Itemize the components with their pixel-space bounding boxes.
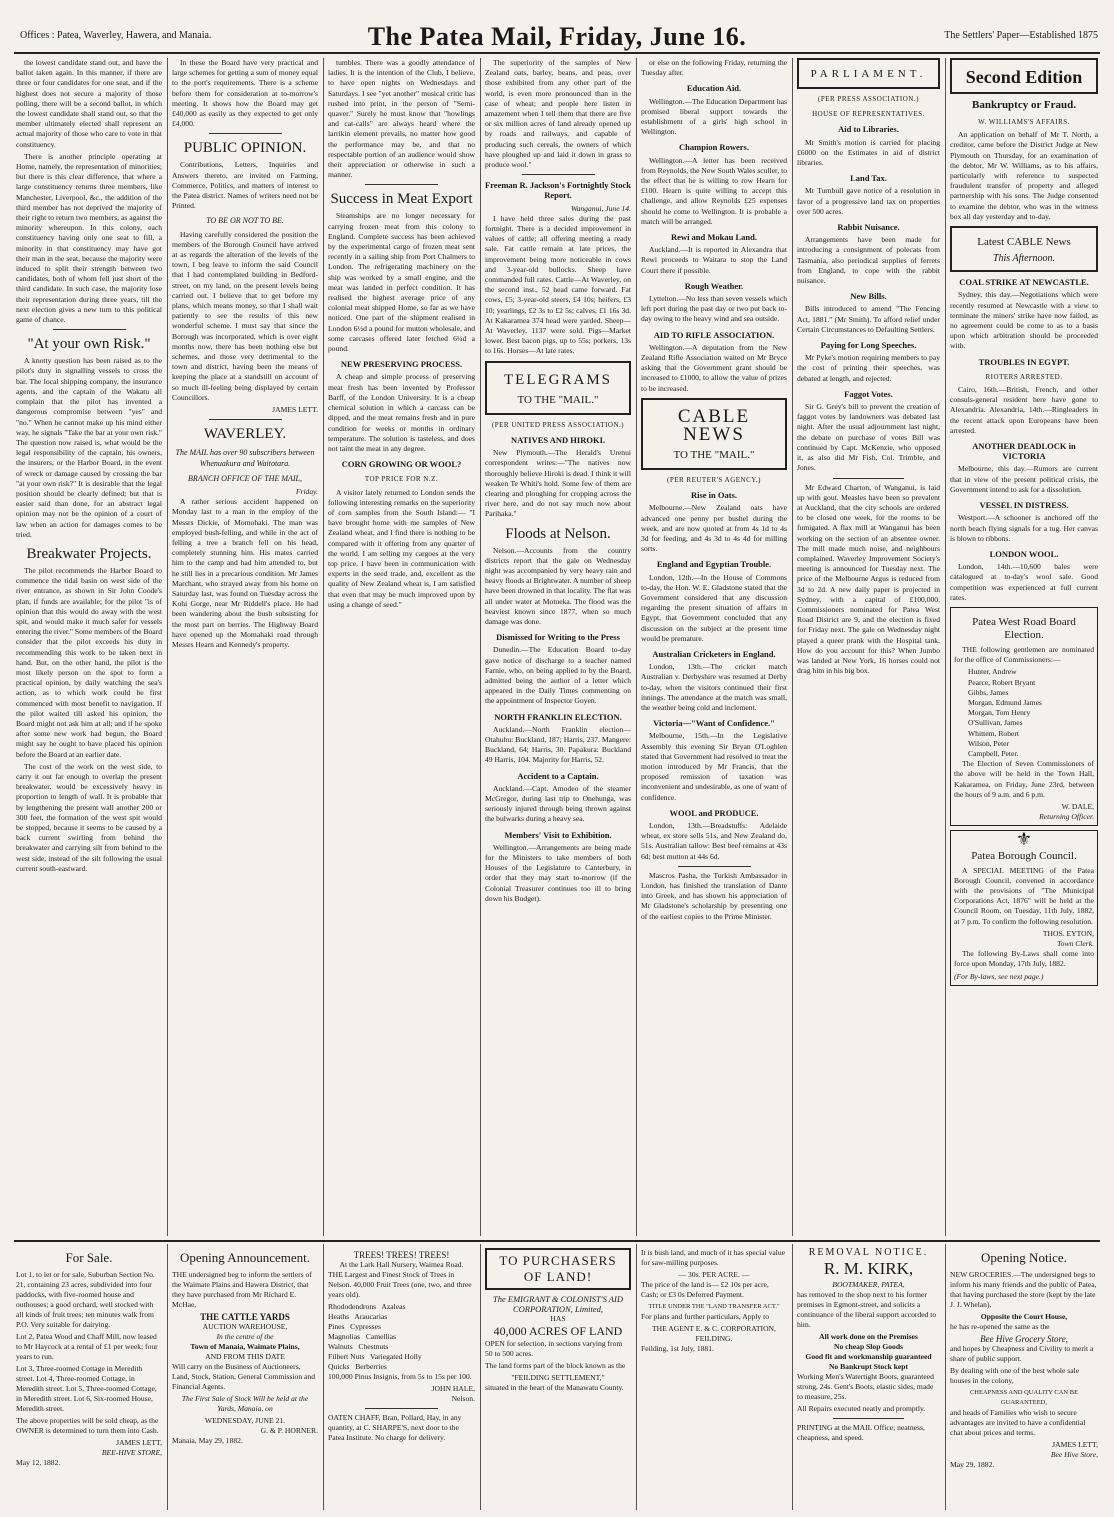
second-edition-box <box>950 58 1098 94</box>
signature: W. DALE, <box>1061 801 1094 811</box>
headline: PARLIAMENT. <box>810 68 927 80</box>
signature: THOS. EYTON, <box>1042 928 1094 938</box>
ad-title: TO PURCHASERS <box>499 1253 617 1268</box>
headline: Rewi and Mokau Land. <box>671 232 757 243</box>
article-text: Wellington.—Arrangements are being made for the Ministers to take members of both Houses of the Legislature to Canterbury, in order that they may start to-morrow (if the Colonial Treasurer continues too ill to bring down his Budget). <box>485 842 631 903</box>
ad-text: Lot 1, to let or for sale, Suburban Section No. 21, containing 23 acres, subdivided into four paddocks, with five-roomed house and outhouses; a good orchard, well stocked with all kinds of fruit trees; ten minutes walk from P.O. Very suitable for dairying. <box>16 1270 155 1329</box>
ad-title: REMOVAL NOTICE. <box>808 1248 929 1258</box>
nominee-name: Gibbs, James <box>968 687 1009 697</box>
article-text: Sydney, this day.—Negotiations which were recently resumed at Newcastle with a view to terminate the miners' strike have now failed, as no agreement could be come to as to a basis upon which arbitration should be proceeded with. <box>950 290 1098 351</box>
column-3 <box>328 58 475 1238</box>
ad-text: HAS <box>550 1314 566 1323</box>
separator <box>365 1408 439 1409</box>
tree-list <box>328 1302 475 1372</box>
ad-text: has removed to the shop next to his former premises in Egmont-street, and solicits a continuance of the liberal support accorded to him. <box>797 1290 937 1329</box>
headline: Breakwater Projects. <box>26 545 152 562</box>
article-text: Lyttelton.—No less than seven vessels which left port during the past day or two put back to-day owing to the heavy wind and sea outside. <box>641 294 787 324</box>
article-text: London, 13th.—Breadstuffs: Adelaide wheat, ex store sells 51s, and New Zealand do, 51s. Australian tallow: Best beef remains at 43s 6d; best mutton at 44s 6d. <box>641 820 787 861</box>
subhead: This Afternoon. <box>992 253 1056 265</box>
ad-opening-announcement <box>172 1248 318 1510</box>
article-text: Westport.—A schooner is anchored off the north beach flying signals for a tug. Her canvas is blown to ribbons. <box>950 513 1098 543</box>
headline: PUBLIC OPINION. <box>183 140 307 157</box>
ad-heading: CHEAPNESS AND QUALITY CAN BE GUARANTEED, <box>969 1389 1079 1406</box>
ad-text: The above properties will be sold cheap, as the OWNER is determined to turn them into Cash. <box>16 1416 159 1435</box>
subhead: (PER PRESS ASSOCIATION.) <box>818 95 919 103</box>
article-text: Melbourne, this day.—Rumors are current that in view of the present political crisis, the Government intend to ask for a dissolution. <box>950 464 1098 494</box>
separator <box>522 174 595 175</box>
ad-price: — 30s. PER ACRE. — <box>678 1270 750 1279</box>
ad-text: THE undersigned beg to inform the settlers of the Waimate Plains and Hawera District, that they have purchased from Mr Richard E. McHae, <box>172 1270 312 1309</box>
borough-notice <box>950 830 1098 985</box>
article-text: Mascros Pasha, the Turkish Ambassador in London, has finished the translation of Dante into Greek, and has shown his appreciation of Mr Gladstone's scholarship by presenting one of the earliest copies to the Prime Minister. <box>641 870 787 921</box>
nominee-name: Wilson, Peter <box>968 738 1010 748</box>
article-text: Auckland.—Capt. Amodeo of the steamer McGregor, during last trip to Onehunga, was seriously injured through being thrown against the bulwarks during a heavy sea. <box>485 783 631 824</box>
separator <box>365 184 439 185</box>
column-5 <box>641 58 787 1238</box>
nominee-name: Pearce, Robert Bryant <box>968 677 1036 687</box>
article-text: Mr Smith's motion is carried for placing £6000 on the Estimates in aid of district libraries. <box>797 137 940 168</box>
ad-title: TREES! TREES! TREES! <box>353 1250 450 1260</box>
tagline: The Settlers' Paper—Established 1875 <box>944 30 1098 41</box>
article-text: The pilot recommends the Harbor Board to commence the tidal basin on west side of the river entrance, as shown in Sir John Coode's plan, if funds are available; for the pilot "is of opinion that this would do away with the west spit, and would make it much safer for vessels entering the river." Some members of the Board consider that the pilot exceeds his duty in recommending this work to be taken next in hand. But, on the other hand, the pilot is the most likely person on the spot to form a practical opinion, by daily watching the sea's action, as to which work could be first commenced with most benefit to navigation. If the pilot waited till asked his opinion, the Board might not ask him at all; and if he spoke after some new work had begun, the Board might say he ought to have placed his opinion before the Board at an earlier date. <box>16 565 162 759</box>
column-4 <box>485 58 631 1238</box>
subhead: TOP PRICE FOR N.Z. <box>364 475 439 484</box>
headline: England and Egyptian Trouble. <box>656 559 772 570</box>
column-divider <box>323 1244 324 1510</box>
subhead: TO THE "MAIL." <box>517 393 599 406</box>
article-text: London, 13th.—The cricket match Australian v. Derbyshire was resumed at Derby to-day, when the visitors continued their first innings. The attendance at the match was small, the weather being cold and inclement. <box>641 662 787 712</box>
land-title-box <box>485 1248 631 1290</box>
ad-text: OPEN for selection, in sections varying from 50 to 500 acres. <box>485 1339 623 1358</box>
article-text: The superiority of the samples of New Zealand oats, barley, beans, and peas, over those exhibited from any other part of the world, is even more pronounced than in the case of wheat; and people here listen in amazement when I tell them that there are five or six million acres of land already opened up by roads and railways, and capable of producing such cereals, the owners of which have ploughed up and laid it down in grass to produce wool." <box>485 58 631 170</box>
headline: Aid to Libraries. <box>838 124 899 135</box>
ad-heading: Opposite the Court House, <box>980 1312 1068 1321</box>
headline: WAVERLEY. <box>203 426 287 443</box>
article-text: Steamships are no longer necessary for carrying frozen meat from this colony to England. Complete success has been achieved by the experimental cargo of frozen meat sent recently in a sailing ship from Port Chalmers to London. The refrigerating machinery on the ship was worked by a small engine, and the meat was landed in perfect condition. It has realised the highest average price of any colonial meat shipped Home, so far as we have noticed. One part of the shipment realised in London 6½d a pound for mutton wholesale, and some carcases offered later fetched 6¼d a pound. <box>328 211 475 354</box>
subhead: The MAIL has over 90 subscribers between Whenuakura and Waitotara. <box>175 448 315 468</box>
ad-text: Lot 3, Three-roomed Cottage in Meredith street. Lot 4, Three-roomed Cottage, in Meredith street. Lot 5, Three-roomed Cottage, in Meredith street. Lot 6, Six-roomed House, Meredith street. <box>16 1364 157 1413</box>
offices-line: Offices : Patea, Waverley, Hawera, and Manaia. <box>20 30 212 41</box>
article-text: Wellington.—A deputation from the New Zealand Rifle Association waited on Mr Bryce asking that the Government grant should be increased to £1000, to allow the value of prizes to be increased. <box>641 342 787 393</box>
separator <box>209 133 282 134</box>
article-text: A rather serious accident happened on Monday last to a man in the employ of the Messrs Dickie, of Momohaki. The man was employed bush-felling, and while in the act of felling a tree a branch fell on his head, completely stunning him. His mates carried him to the camp and had him attended to, but he still lies in a precarious condition. Mr James Marchant, who strayed away from his home on Saturday last, was found on Tuesday across the Kohi Gorge, near Mr Riddell's place. He had been wandering about the bush subsisting for the most part on berries. The Highway Board have opened up the Momahaki road through Messrs Hearn and Kennedy's property. <box>172 497 318 649</box>
separator <box>678 866 751 867</box>
ad-text: The land forms part of the block known as the <box>485 1361 626 1370</box>
article-text: London, 12th.—In the House of Commons to-day, the Hon. W. E. Gladstone stated that the Government considered that any discussion regarding the present situation of affairs in Egypt, that Government concluded that any discussion on the subject at the present time would be premature. <box>641 572 787 643</box>
subhead: (PER REUTER'S AGENCY.) <box>666 475 761 484</box>
ad-date: May 12, 1882. <box>16 1458 61 1467</box>
nominee-name: Whittem, Robert <box>968 728 1020 738</box>
headline: Patea West Road Board Election. <box>972 615 1076 641</box>
headline: Land Tax. <box>850 173 887 184</box>
tree-list-item: Filbert Nuts Variegated Holly <box>328 1352 422 1361</box>
headline: Latest CABLE News <box>977 236 1071 249</box>
ad-text: It is bush land, and much of it has special value for saw-milling purposes. <box>641 1248 786 1267</box>
ad-heading: AUCTION WAREHOUSE, <box>202 1322 288 1331</box>
article-text: A knotty question has been raised as to the pilot's duty in signalling vessels to cross the bar. The local shipping company, the insurance agents, and the captain of the Wakatu all complain that the pilot has invented a dangerous compromise between "yes" and "no." When he cannot make up his mind either way, he signals "Take the bar at your own risk." The question now raised is, what would be the legal responsibility of the captain, his owners, the insurers, or the Harbor Board, in the event of wreck or damage caused by crossing the bar "at your own risk?" It is desirable that the legal position should be clearly defined; but that is easier said than done, for an abstract legal opinion may not be the opinion of a court of law when an action for damages comes to be tried. <box>16 356 162 539</box>
ad-text: NEW GROCERIES.—The undersigned begs to inform his many friends and the public of Patea, that having purchased the store (kept by the late J. J. Whelan), <box>950 1270 1097 1309</box>
nominee-name: Hunter, Andrew <box>968 667 1017 677</box>
ad-text: For plans and further particulars, Apply to <box>641 1312 770 1321</box>
headline: New Bills. <box>850 291 887 302</box>
signature: JAMES LETT, <box>1052 1440 1098 1449</box>
article-text: The cost of the work on the west side, to carry it out far enough to overlap the present breakwater, would be excessively heavy in proportion to length of wall. It is probable that by lengthening the present wall another 200 or 300 feet, the formation of the west spit would be stopped, because it seems to be caused by a back current swirling from behind the breakwater and carrying silt from behind to the west side, instead of the silt following the usual current south-eastward. <box>16 761 162 873</box>
nominee-list <box>954 667 1094 759</box>
article-text: the lowest candidate stand out, and have the ballot taken again. In this manner, if there are three or four candidates for one seat, and if the highest does not secure a majority of those polling, there will be a second ballot, in which the lowest candidate shall stand out, so that the member ultimately elected shall represent an actual majority of those who care to vote in that constituency. <box>16 58 162 149</box>
notice-text: The Election of Seven Commissioners of the above will be held in the Town Hall, Kakaramea, on Friday, June 23rd, between the hours of 9 a.m. and 6 p.m. <box>954 759 1094 799</box>
tree-list-item: Heaths Araucarias <box>328 1312 388 1321</box>
ad-heading: 40,000 ACRES OF LAND <box>493 1324 623 1338</box>
article-text: Cairo, 16th.—British, French, and other consuls-general resident here have gone to Alexandria. Alexandria, 14th.—Ringleaders in the recent attack upon Europeans have been arrested. <box>950 385 1098 435</box>
subhead: TO THE "MAIL." <box>673 448 755 461</box>
cable-news-box <box>641 398 787 470</box>
column-divider <box>167 58 168 1236</box>
nominee-name: O'Sullivan, James <box>968 718 1023 728</box>
headline: TELEGRAMS <box>504 371 612 388</box>
headline: Faggot Votes. <box>844 388 893 399</box>
ad-name: R. M. KIRK, <box>823 1259 914 1278</box>
subhead: HOUSE OF REPRESENTATIVES. <box>812 110 925 119</box>
article-text: Arrangements have been made for introducing a consignment of polecats from Tasmania, also periodical supplies of ferrets from England, to cope with the rabbit nuisance. <box>797 235 940 286</box>
ad-date: May 29, 1882. <box>950 1460 995 1469</box>
column-6 <box>797 58 940 1238</box>
ad-text: In the centre of the <box>216 1332 274 1341</box>
ad-removal-notice <box>797 1248 940 1510</box>
headline: Paying for Long Speeches. <box>820 340 917 351</box>
ad-text: The price of the land is— £2 10s per acre, Cash; or £3 0s Deferred Payment. <box>641 1280 769 1299</box>
separator <box>53 329 126 330</box>
signature-title: Nelson. <box>451 1394 475 1403</box>
masthead-title: The Patea Mail, Friday, June 16. <box>367 22 747 51</box>
separator <box>209 419 282 420</box>
parliament-box <box>797 58 940 89</box>
article-text: Melbourne, 15th.—In the Legislative Assembly this evening Sir Bryan O'Loghlen stated that Government had resolved to treat the motion introduced by Mr Francis, that the proposed remission of taxation was inconvenient and undesirable, as one of want of confidence. <box>641 731 787 802</box>
notice-text: A SPECIAL MEETING of the Patea Borough Council, convened in accordance with the provisions of "The Municipal Corporations Act, 1876" will be held at the Council Room, on Tuesday, 11th July, 1882, at 7 p.m. To confirm the following resolution. <box>954 865 1094 926</box>
signature-title: BEE-HIVE STORE, <box>101 1448 162 1457</box>
headline: NORTH FRANKLIN ELECTION. <box>494 711 622 722</box>
headline: Floods at Nelson. <box>505 525 611 542</box>
ad-subtitle: BOOTMAKER, PATEA, <box>832 1280 905 1289</box>
ad-heading: Town of Manaia, Waimate Plains, <box>190 1342 300 1351</box>
ad-opening-notice <box>950 1248 1098 1510</box>
header-rule <box>14 52 1100 54</box>
dateline: Friday. <box>295 486 318 496</box>
headline: Success in Meat Export <box>330 191 473 208</box>
article-text: or else on the following Friday, returning the Tuesday after. <box>641 58 787 78</box>
ad-title: Opening Notice. <box>981 1250 1067 1265</box>
headline: Members' Visit to Exhibition. <box>504 829 612 840</box>
headline: ANOTHER DEADLOCK in VICTORIA <box>972 441 1076 462</box>
article-text: Mr Turnbull gave notice of a resolution in favor of a progressive land tax on properties over 500 acres. <box>797 186 940 216</box>
crest-icon: ⚜ <box>1015 829 1033 850</box>
headline: Rise in Oats. <box>690 490 738 501</box>
article-text: Wellington.—The Education Department has promised liberal support towards the establishment of a girls' high school in Wellington. <box>641 96 787 137</box>
page-header <box>0 0 1114 51</box>
ad-text: Lot 2, Patea Wood and Chaff Mill, now leased to Mr Haycock at a rental of £1 per week; four years to run. <box>16 1332 158 1361</box>
ad-text: 100,000 Pinus Insignis, from 5s to 15s per 100. <box>328 1372 472 1381</box>
latest-cable-box <box>950 226 1098 272</box>
ad-date: WEDNESDAY, JUNE 21. <box>204 1416 286 1425</box>
ad-text: PRINTING at the MAIL Office; neatness, cheapness, and speed. <box>797 1423 925 1442</box>
headline: Patea Borough Council. <box>971 849 1077 862</box>
ad-text: The First Sale of Stock Will be held at the Yards, Manaia, on <box>181 1394 309 1413</box>
signature: THE AGENT E. & C. CORPORATION, FEILDING. <box>652 1324 776 1343</box>
telegrams-box <box>485 361 631 415</box>
ad-text: AND FROM THIS DATE <box>205 1352 285 1361</box>
dateline: Wanganui, June 14. <box>570 203 631 213</box>
article-text: I have held three sales during the past fortnight. There is a decided improvement in values of cattle; all offering meeting a ready sale. Fat cattle remain at late prices, the improvement being more noticeable in cows and 3-year-old bullocks. Sheep have commanded full rates. Cattle—At Waverley, on the second inst., 52 head came forward. Fat cows, £5; 3-year-old steers, £4 10s; heifers, £3 10; yearlings, £2 3s to £2 5s; calves, £1 16s 3d. At Kakaramea 374 head were yarded. Sheep—At Waverley, 1137 were sold. Pigs—Market lower. Best bacon pigs, up to 55s; porkers, 13s to 16s. Horses—At late rates. <box>485 213 631 356</box>
headline: AID TO RIFLE ASSOCIATION. <box>653 329 775 340</box>
ad-land-left <box>485 1248 631 1510</box>
headline: CABLE NEWS <box>677 405 751 445</box>
tree-list-item: Walnuts Chestnuts <box>328 1342 389 1351</box>
subhead: W. WILLIAMS'S AFFAIRS. <box>978 118 1070 126</box>
headline: TO BE OR NOT TO BE. <box>206 216 284 226</box>
column-7 <box>950 58 1098 1238</box>
article-text: Auckland.—It is reported in Alexandra that Rewi proceeds to Waitara to stop the Land Court there if possible. <box>641 245 787 275</box>
ad-heading: THE CATTLE YARDS <box>200 1312 290 1322</box>
ad-title: OF LAND! <box>523 1269 593 1284</box>
nominee-name: Campbell, Peter. <box>968 748 1019 758</box>
column-divider <box>480 58 481 1236</box>
ad-text: situated in the heart of the Manawatu County. <box>485 1383 624 1392</box>
ad-text: and hopes by Cheapness and Civility to merit a share of public support. <box>950 1344 1094 1363</box>
ad-text: OATEN CHAFF, Bran, Pollard, Hay, in any quantity, at C. SHARPE'S, next door to the Patea Institute. No charge for delivery. <box>328 1413 462 1442</box>
headline: Dismissed for Writing to the Press <box>496 632 620 643</box>
column-divider <box>636 1244 637 1510</box>
headline: LONDON WOOL. <box>989 548 1059 559</box>
headline: CORN GROWING OR WOOL? <box>341 459 462 470</box>
headline: Accident to a Captain. <box>517 770 599 781</box>
article-text: tumbles. There was a goodly attendance of ladies. It is the intention of the Club, I believe, to have open nights on Wednesdays and Saturdays. I see "yet another" musical critic has rushed into print, in the person of "Semi-quaver." Surely he must know that "howlings and cat-calls" are always heard where the larrikin element prevails, no matter how good the performance may be, and that no respectable portion of an audience would show their appreciation or otherwise in such a manner. <box>328 58 475 180</box>
article-text: A cheap and simple process of preserving meat fresh has been invented by Professor Barff, of the London University. It is a cheap chemical solution in which a carcass can be dipped, and the meat remains fresh and in pure condition for weeks or months in ordinary temperature. The solution is tasteless, and does not taint the meat in any degree. <box>328 372 475 453</box>
signature-title: Bee Hive Store, <box>1050 1450 1098 1459</box>
headline: Australian Cricketers in England. <box>652 648 776 659</box>
column-divider <box>792 1244 793 1510</box>
article-text: Dunedin.—The Education Board to-day gave notice of discharge to a teacher named Farnie, who, on being applied to by the Board, admitted being the author of a letter which appeared in the Daily Times commenting on the appointment of Inspector Goyen. <box>485 645 631 706</box>
article-text: Melbourne.—New Zealand oats have advanced one penny per bushel during the week, and are now quoted at from 4s 1d to 4s 3d for feeding, and 4s 3d to 4s 4d for milling sorts. <box>641 503 787 554</box>
ad-text: TITLE UNDER THE "LAND TRANSFER ACT." <box>648 1303 780 1310</box>
headline: Freeman R. Jackson's Fortnightly Stock Report. <box>485 180 631 201</box>
article-text: Wellington.—A letter has been received from Reynolds, the New South Wales sculler, to the effect that he is willing to row Hearn for £100. Hearn is quite willing to accept this challenge, and allow Reynolds £25 expenses should he come to Wellington. It is probable a match will be arranged. <box>641 155 787 226</box>
article-text: Having carefully considered the position the members of the Borough Council have arrived at as regards the alteration of the levels of the town, I beg leave to inform the said Council that I had contemplated building in Bedford-street, on my land, on the present levels being carried out. I believe that to get before my plans, which means money, so that I shall wait patiently to see the results of this new wonderful scheme. I must say that since the Borough was incorporated, which is over eight months now, there has been nothing else but schemes, and those very detrimental to the town and district, having been the means of keeping the place at a standstill on account of so much ill-feeling being displayed by certain Councillors. <box>172 229 318 402</box>
ad-text: and heads of Families who wish to secure advantages are invited to have a confidential chat about prices and terms. <box>950 1408 1086 1437</box>
ad-heading: Bee Hive Grocery Store, <box>980 1334 1068 1344</box>
headline: TROUBLES IN EGYPT. <box>978 356 1070 367</box>
ads-rule <box>14 1240 1100 1242</box>
column-divider <box>945 58 946 1236</box>
article-text: London, 14th.—10,600 bales were catalogued at to-day's wool sale. Good competition was experienced at full current rates. <box>950 562 1098 602</box>
ad-date: Manaia, May 29, 1882. <box>172 1436 243 1445</box>
headline: NEW PRESERVING PROCESS. <box>340 359 463 370</box>
article-text: Mr Pyke's motion requiring members to pay the cost of printing their speeches, was debated at length, and rejected. <box>797 353 940 383</box>
headline: Rough Weather. <box>684 280 744 291</box>
ad-date: Feilding, 1st July, 1881. <box>641 1344 714 1353</box>
column-divider <box>480 1244 481 1510</box>
ad-title: For Sale. <box>65 1250 113 1265</box>
ad-company: The EMIGRANT & COLONIST'S AID CORPORATION, Limited, <box>493 1294 623 1314</box>
signature-title: Returning Officer. <box>1039 812 1094 822</box>
article-text: In these the Board have very practical and large schemes for getting a sum of money equal to the port's requirements. There is a scheme before them for consideration at to-morrow's meeting. It shows how the Board may get £40,000 as easily as they expected to get only £4,000. <box>172 58 318 129</box>
article-text: Contributions, Letters, Inquiries and Answers thereto, are invited on Farming, Commerce, Politics, and matters of interest to the Patea district. Names of writers need not be Printed. <box>172 160 318 211</box>
article-text: Bills introduced to amend "The Fencing Act, 1881." (Mr Smith). To afford relief under Certain Circumstances to Defaulting Settlers. <box>797 304 940 334</box>
election-notice <box>950 607 1098 826</box>
article-text: A visitor lately returned to London sends the following interesting remarks on the superiority of corn samples from the South Island:— "I have brought home with me samples of New Zealand wheat, and I find there is nothing to be compared with it offering from any quarter of the world. I am selling my cargoes at the very top price. I have been in communication with experts in the seed trade, and, excellent as the quality of New Zealand wheat is, I am satisfied that even that may be much improved upon by using a change of seed." <box>328 487 475 609</box>
signature: JAMES LETT, <box>116 1438 162 1447</box>
ad-land-right <box>641 1248 787 1510</box>
ad-subtitle: At the Lark Hall Nursery, Waimea Road. <box>339 1260 464 1269</box>
headline: "At your own Risk." <box>27 336 151 353</box>
ad-title: Opening Announcement. <box>180 1250 310 1265</box>
notice-note: (For By-laws, see next page.) <box>954 971 1044 981</box>
headline: Education Aid. <box>686 83 742 94</box>
headline: Victoria—"Want of Confidence." <box>653 718 775 729</box>
ad-heading: No Bankrupt Stock kept <box>828 1362 909 1371</box>
article-text: New Plymouth.—The Herald's Urenui correspondent writes:—"The natives now thoroughly believe Hiroki is dead. I think it will weaken Te Whiti's hold. Some few of them are clearing and ploughing for cropping across the river here, and do not say much now about Parihaka." <box>485 448 631 519</box>
ad-for-sale <box>16 1248 162 1510</box>
separator <box>833 478 905 479</box>
tree-list-item: Magnolias Camellias <box>328 1332 397 1341</box>
tree-list-item: Quicks Berberries <box>328 1362 387 1371</box>
column-divider <box>636 58 637 1236</box>
signature-title: Town Clerk. <box>1057 939 1094 948</box>
article-text: Mr Edward Charton, of Wanganui, is laid up with gout. Measles have been so prevalent at Auckland, that the city schools are ordered to be closed one week, for the rooms to be fumigated. A flax mill at Wanganui has been working on the section of an absentee owner. The mill made much noise, and neighbours complained. Waverley Improvement Society's meeting is announced for Tuesday next. The price of the Melbourne Argus is reduced from 3d to 2d. A new daily paper is projected in Sydney, with a capital of £100,000. Commissioners nominated for Patea West Road District are 9, and the election is fixed for Friday next. The gale on Wednesday night played a queer prank with the Hospital tank. How do you account for this? When Jumbo was landed at New York, 16 horses could not drag him in his big box. <box>797 482 940 676</box>
ad-text: Will carry on the Business of Auctioneers, Land, Stock, Station, General Commission and Financial Agents. <box>172 1362 315 1391</box>
article-text: Nelson.—Accounts from the country districts report that the gale on Wednesday night was accompanied by very heavy rain and heavy floods at Brightwater. A number of sheep have been drowned in that locality. The flat was all under water at Motueka. The flood was the heaviest known since 1877, when so much damage was done. <box>485 545 631 626</box>
nominee-name: Morgan, Edmund James <box>968 697 1042 707</box>
ad-text: All Repairs executed neatly and promptly. <box>797 1404 926 1413</box>
ad-heading: All work done on the Premises <box>819 1332 918 1341</box>
tree-list-item: Pines Cypresses <box>328 1322 381 1331</box>
column-1 <box>16 58 162 1238</box>
signature: JAMES LETT. <box>272 405 318 415</box>
notice-text: The following By-Laws shall come into force upon Monday, 17th July, 1882. <box>954 949 1094 969</box>
tree-list-item: Rhododendrons Azaleas <box>328 1302 406 1311</box>
headline: VESSEL IN DISTRESS. <box>979 500 1069 511</box>
headline: Second Edition <box>965 67 1083 87</box>
ad-text: THE Largest and Finest Stock of Trees in Nelson. 40,000 Fruit Trees (one, two, and three years old). <box>328 1270 472 1299</box>
ad-text: By dealing with one of the best whole sale houses in the colony, <box>950 1366 1080 1385</box>
ad-trees <box>328 1248 475 1510</box>
ad-text: Working Men's Watertight Boots, guaranteed strong, 24s. Gent's Boots, elastic sides, made to measure, 25s. <box>797 1372 934 1401</box>
separator <box>833 1418 905 1419</box>
ad-heading: No cheap Slop Goods <box>834 1342 903 1351</box>
column-divider <box>167 1244 168 1510</box>
headline: NATIVES AND HIROKI. <box>510 434 606 445</box>
ad-heading: "FEILDING SETTLEMENT," <box>511 1373 605 1382</box>
article-text: Sir G. Grey's bill to prevent the creation of faggot votes by landowners was debated last night. After the usual adjournment last night, the debate on purchase of votes Bill was continued by Capt. McKenzie, who opposed it, as also did Mr Fish, Col. Trimble, and Jones. <box>797 402 940 473</box>
article-text: An application on behalf of Mr T. North, a creditor, came before the District Judge at New Plymouth on Thursday, for an examination of the debtor, Mr W. Williams, as to his affairs, particularly with reference to suspected fraudulent transfer of property and alleged partnership with his sons. The Judge consented to examine the debtor, who was in the witness box all day yesterday and to-day. <box>950 130 1098 221</box>
nominee-name: Morgan, Tom Henry <box>968 708 1031 718</box>
headline: Champion Rowers. <box>679 142 749 153</box>
subhead: RIOTERS ARRESTED. <box>985 372 1063 381</box>
ad-text: he has re-opened the same as the <box>950 1322 1050 1331</box>
signature: JOHN HALE, <box>431 1384 475 1393</box>
article-text: Auckland.—North Franklin election—Otahuhu: Buckland, 187; Harris, 237. Mangere: Buckland, 64; Harris, 30. Papakura: Buckland 49 Harris, 104. Majority for Harris, 52. <box>485 724 631 765</box>
ad-heading: Good fit and workmanship guaranteed <box>805 1352 932 1361</box>
signature: G. & P. HORNER. <box>260 1426 318 1435</box>
column-divider <box>792 58 793 1236</box>
notice-text: THE following gentlemen are nominated for the office of Commissioners:— <box>954 644 1094 665</box>
article-text: There is another principle operating at Home, namely, the representation of minorities; but there is this clear difference, that where a large constituency returns three members, like Manchester, Liverpool, &c., the addition of the third member has not deprived the majority of their right to return two members, as against the minority whereupon. In this colony, each constituency having only one seat to fill, a minority in that constituency may have got their man in the seat, because the majority were induced to split their strength between two candidates, both of whom fell just short of the third candidate. In such case, the majority lose their representation during three years, till the next election gives a new turn to this political game of chance. <box>16 151 162 325</box>
headline: COAL STRIKE AT NEWCASTLE. <box>959 277 1089 288</box>
column-divider <box>323 58 324 1236</box>
headline: Bankruptcy or Fraud. <box>971 99 1076 111</box>
subhead: (PER UNITED PRESS ASSOCIATION.) <box>491 420 625 429</box>
column-2 <box>172 58 318 1238</box>
column-divider <box>945 1244 946 1510</box>
headline: WOOL and PRODUCE. <box>669 807 759 818</box>
subhead: BRANCH OFFICE OF THE MAIL, <box>188 473 302 483</box>
headline: Rabbit Nuisance. <box>837 222 900 233</box>
